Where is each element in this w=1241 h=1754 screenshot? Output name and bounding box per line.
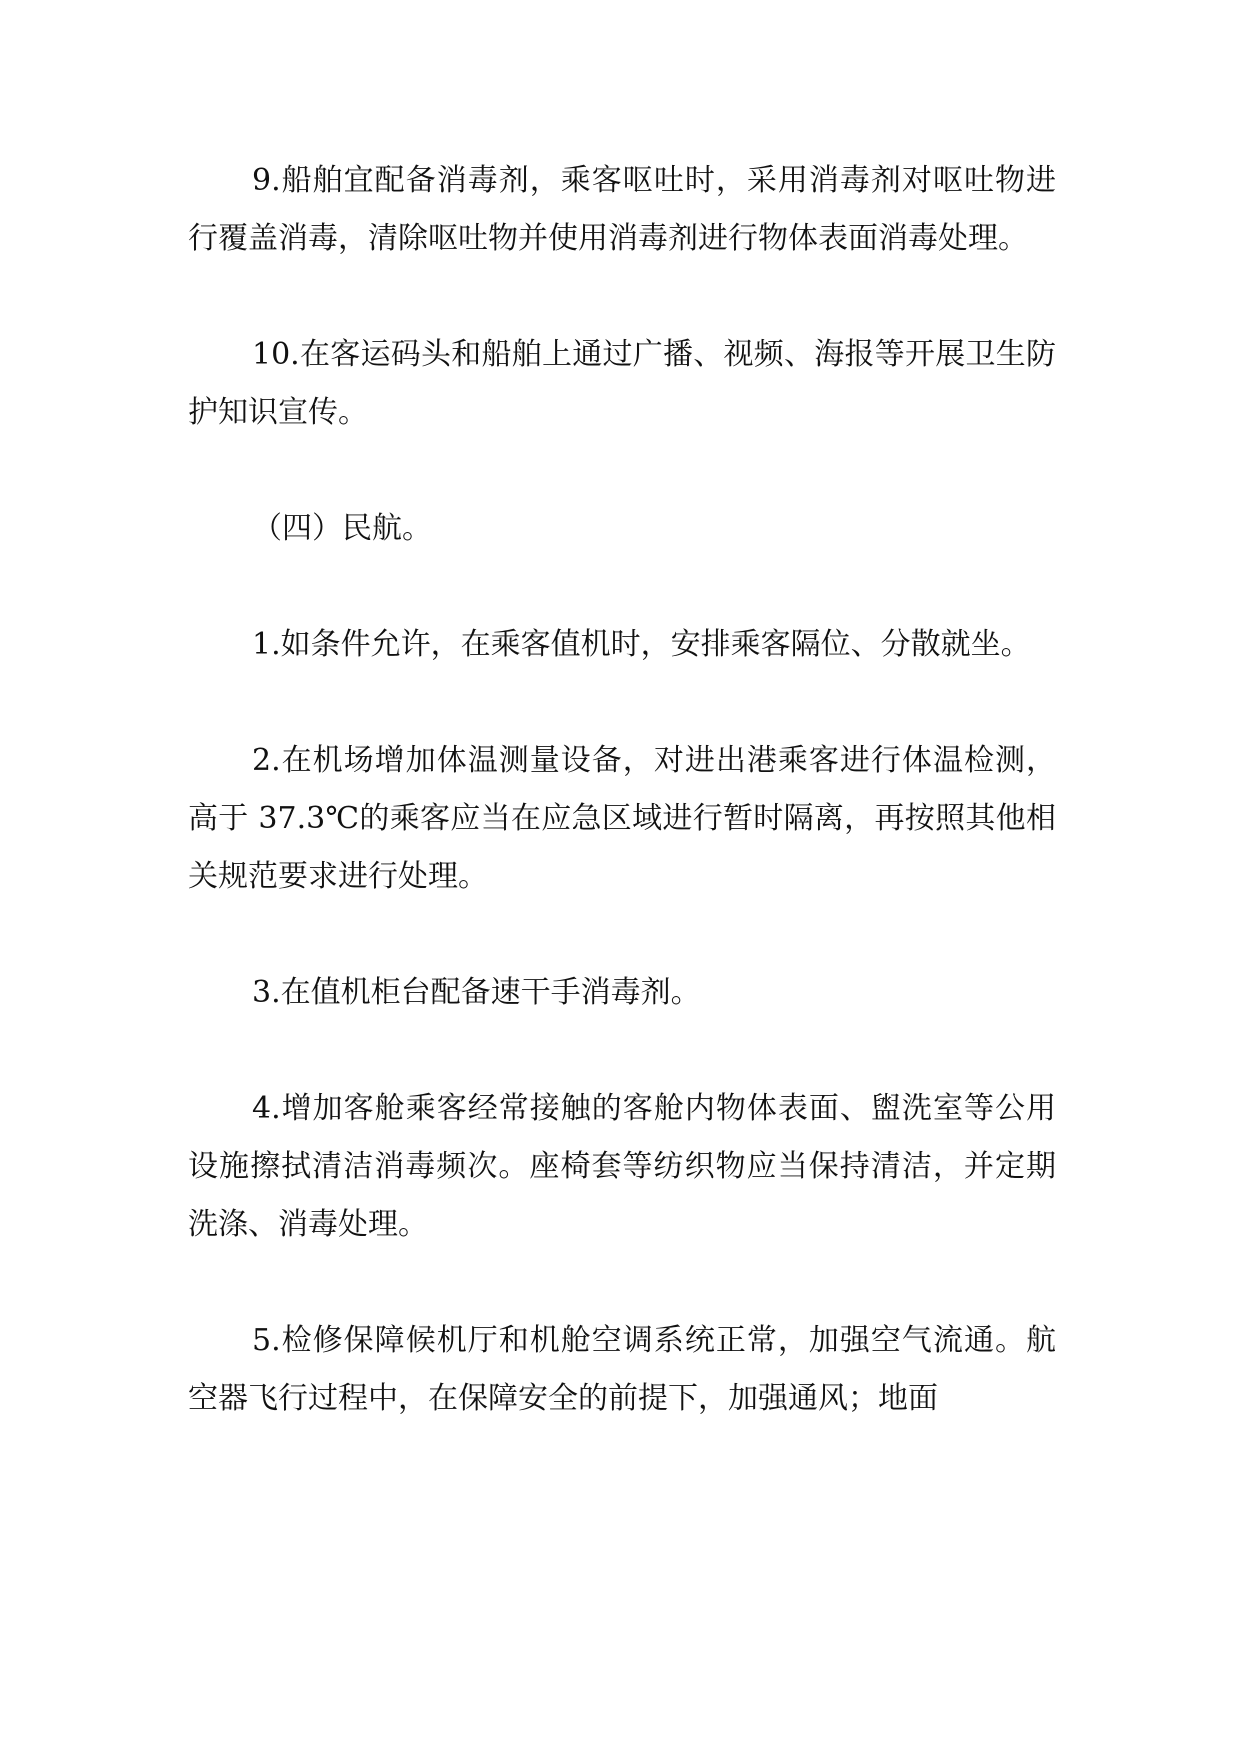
document-body	[188, 152, 1056, 1428]
paragraph-hand-sanitizer: 3.在值机柜台配备速干手消毒剂。	[252, 975, 701, 1010]
paragraph-hygiene-publicity: 10.在客运码头和船舶上通过广播、视频、海报等开展卫生防护知识宣传。	[188, 337, 1056, 430]
paragraph-cabin-cleaning: 4.增加客舱乘客经常接触的客舱内物体表面、盥洗室等公用设施擦拭清洁消毒频次。座椅套等纺织物应当保持清洁，并定期洗涤、消毒处理。	[188, 1091, 1056, 1242]
paragraph-ship-disinfectant: 9.船舶宜配备消毒剂，乘客呕吐时，采用消毒剂对呕吐物进行覆盖消毒，清除呕吐物并使用消毒剂进行物体表面消毒处理。	[188, 163, 1056, 256]
paragraph-seat-spacing: 1.如条件允许，在乘客值机时，安排乘客隔位、分散就坐。	[252, 627, 1031, 662]
paragraph-temperature-check: 2.在机场增加体温测量设备，对进出港乘客进行体温检测，高于 37.3℃的乘客应当在应急区域进行暂时隔离，再按照其他相关规范要求进行处理。	[188, 743, 1056, 894]
paragraph-ventilation: 5.检修保障候机厅和机舱空调系统正常，加强空气流通。航空器飞行过程中，在保障安全的前提下，加强通风；地面	[188, 1323, 1056, 1416]
section-heading-civil-aviation: （四）民航。	[252, 511, 432, 546]
